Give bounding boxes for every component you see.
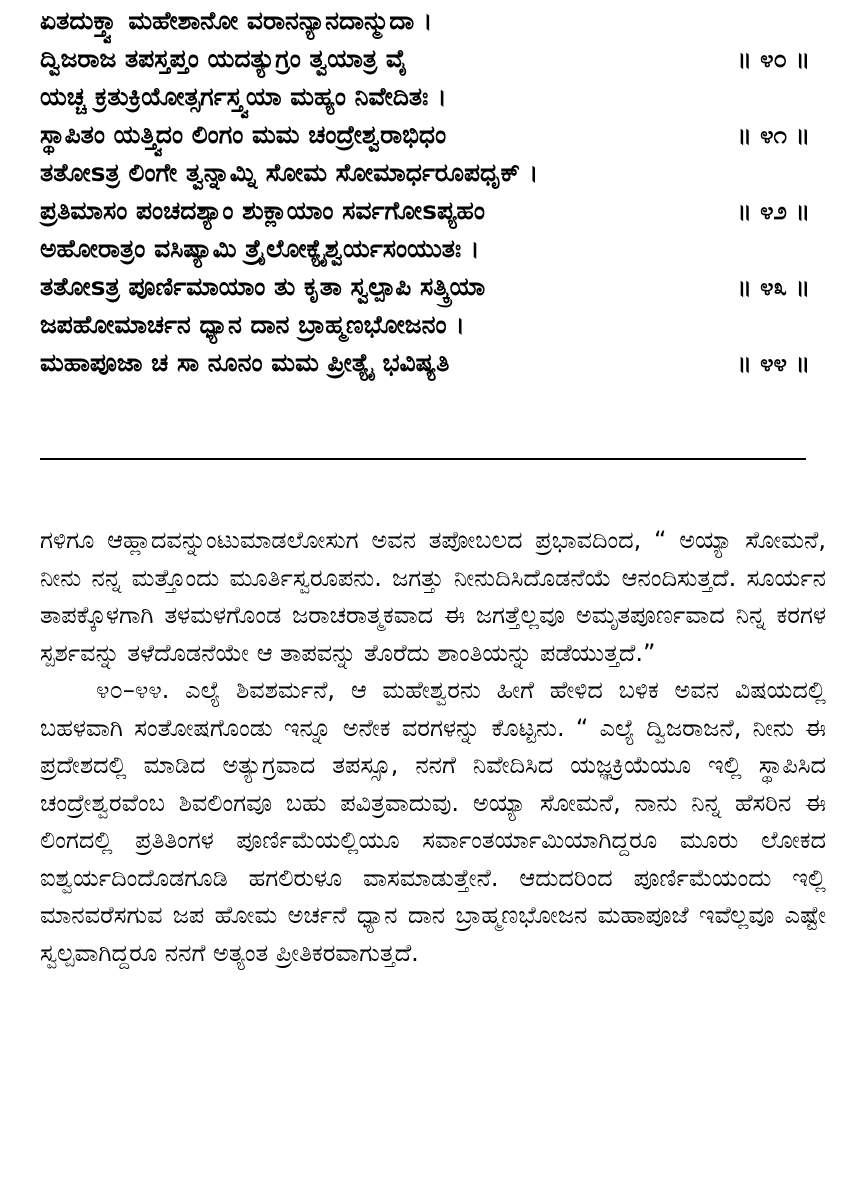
- verse-line: [40, 118, 820, 156]
- verse-text: ಸ್ಥಾಪಿತಂ ಯತ್ತ್ವಿದಂ ಲಿಂಗಂ ಮಮ ಚಂದ್ರೇಶ್ವರಾಭಿಧಂ: [40, 120, 447, 149]
- verse-text: ದ್ವಿಜರಾಜ ತಪಸ್ತಪ್ತಂ ಯದತ್ಯುಗ್ರಂ ತ್ವಯಾತ್ರ ವೈ: [40, 44, 408, 73]
- verse-number: ॥ ೪೦ ॥: [737, 45, 810, 73]
- verse-line: [40, 156, 820, 194]
- verse-text: ಯಚ್ಚ ಕ್ರತುಕ್ರಿಯೋತ್ಸರ್ಗಸ್ತ್ವಯಾ ಮಹ್ಯಂ ನಿವೇದಿತಃ ।: [40, 82, 447, 111]
- verse-line: [40, 232, 820, 270]
- verse-line: [40, 4, 820, 42]
- verse-text: ಮಹಾಪೂಜಾ ಚ ಸಾ ನೂನಂ ಮಮ ಪ್ರೀತ್ಯೈ ಭವಿಷ್ಯತಿ: [40, 348, 450, 377]
- verse-text: ತತೋsತ್ರ ಲಿಂಗೇ ತ್ವನ್ನಾಮ್ನಿ ಸೋಮ ಸೋಮಾರ್ಧರೂಪಧೃಕ್ ।: [40, 158, 539, 187]
- translation-paragraph: ೪೦–೪೪. ಎಲ್ಯೆ ಶಿವಶರ್ಮನೆ, ಆ ಮಹೇಶ್ವರನು ಹೀಗೆ ಹೇಳಿದ ಬಳಿಕ ಅವನ ವಿಷಯದಲ್ಲಿ ಬಹಳವಾಗಿ ಸಂತೋಷಗೊಂಡು ಇನ್ನೂ ಅನೇಕ ವರಗಳನ್ನು ಕೊಟ್ಟನು. “ ಎಲ್ಯೆ ದ್ವಿಜರಾಜನೆ, ನೀನು ಈ ಪ್ರದೇಶದಲ್ಲಿ ಮಾಡಿದ ಅತ್ಯುಗ್ರವಾದ ತಪಸ್ಸೂ, ನನಗೆ ನಿವೇದಿಸಿದ ಯಜ್ಞಕ್ರಿಯೆಯೂ ಇಲ್ಲಿ ಸ್ಥಾಪಿಸಿದ ಚಂದ್ರೇಶ್ವರವೆಂಬ ಶಿವಲಿಂಗವೂ ಬಹು ಪವಿತ್ರವಾದುವು. ಅಯ್ಯಾ ಸೋಮನೆ, ನಾನು ನಿನ್ನ ಹೆಸರಿನ ಈ ಲಿಂಗದಲ್ಲಿ ಪ್ರತಿತಿಂಗಳ ಪೂರ್ಣಿಮೆಯಲ್ಲಿಯೂ ಸರ್ವಾಂತರ್ಯಾಮಿಯಾಗಿದ್ದರೂ ಮೂರು ಲೋಕದ ಐಶ್ವರ್ಯದಿಂದೊಡಗೂಡಿ ಹಗಲಿರುಳೂ ವಾಸಮಾಡುತ್ತೇನೆ. ಆದುದರಿಂದ ಪೂರ್ಣಿಮೆಯಂದು ಇಲ್ಲಿ ಮಾನವರೆಸಗುವ ಜಪ ಹೋಮ ಅರ್ಚನೆ ಧ್ಯಾನ ದಾನ ಬ್ರಾಹ್ಮಣಭೋಜನ ಮಹಾಪೂಜೆ ಇವೆಲ್ಲವೂ ಎಷ್ಟೇ ಸ್ವಲ್ಪವಾಗಿದ್ದರೂ ನನಗೆ ಅತ್ಯಂತ ಪ್ರೀತಿಕರವಾಗುತ್ತದೆ.: [40, 676, 826, 967]
- verse-number: ॥ ೪೨ ॥: [737, 197, 810, 225]
- verse-text: ತತೋsತ್ರ ಪೂರ್ಣಿಮಾಯಾಂ ತು ಕೃತಾ ಸ್ವಲ್ಪಾಪಿ ಸತ್ಕ್ರಿಯಾ: [40, 272, 486, 301]
- verse-line: [40, 194, 820, 232]
- verse-number: ॥ ೪೧ ॥: [737, 121, 810, 149]
- verse-line: [40, 80, 820, 118]
- sanskrit-verse-block: [40, 4, 820, 384]
- kannada-translation: [40, 522, 826, 972]
- verse-line: [40, 346, 820, 384]
- verse-number: ॥ ೪೩ ॥: [737, 273, 810, 301]
- verse-text: ಅಹೋರಾತ್ರಂ ವಸಿಷ್ಯಾಮಿ ತ್ರೈಲೋಕ್ಯೈಶ್ವರ್ಯಸಂಯುತಃ ।: [40, 234, 480, 263]
- verse-line: [40, 270, 820, 308]
- verse-text: ಪ್ರತಿಮಾಸಂ ಪಂಚದಶ್ಯಾಂ ಶುಕ್ಲಾಯಾಂ ಸರ್ವಗೋsಪ್ಯಹಂ: [40, 196, 485, 225]
- verse-line: [40, 42, 820, 80]
- verse-text: ಜಪಹೋಮಾರ್ಚನ ಧ್ಯಾನ ದಾನ ಬ್ರಾಹ್ಮಣಭೋಜನಂ ।: [40, 310, 465, 339]
- section-divider: [40, 458, 806, 460]
- verse-line: [40, 308, 820, 346]
- translation-paragraph: ಗಳಿಗೂ ಆಹ್ಲಾದವನ್ನುಂಟುಮಾಡಲೋಸುಗ ಅವನ ತಪೋಬಲದ ಪ್ರಭಾವದಿಂದ, “ ಅಯ್ಯಾ ಸೋಮನೆ, ನೀನು ನನ್ನ ಮತ್ತೊಂದು ಮೂರ್ತಿಸ್ವರೂಪನು. ಜಗತ್ತು ನೀನುದಿಸಿದೊಡನೆಯೆ ಆನಂದಿಸುತ್ತದೆ. ಸೂರ್ಯನ ತಾಪಕ್ಕೊಳಗಾಗಿ ತಳಮಳಗೊಂಡ ಜರಾಚರಾತ್ಮಕವಾದ ಈ ಜಗತ್ತೆಲ್ಲವೂ ಅಮೃತಪೂರ್ಣವಾದ ನಿನ್ನ ಕರಗಳ ಸ್ಪರ್ಶವನ್ನು ತಳೆದೊಡನೆಯೇ ಆ ತಾಪವನ್ನು ತೊರೆದು ಶಾಂತಿಯನ್ನು ಪಡೆಯುತ್ತದೆ.”: [40, 526, 826, 667]
- verse-text: ಏತದುಕ್ತ್ವಾ ಮಹೇಶಾನೋ ವರಾನನ್ಯಾನದಾನ್ಮುದಾ ।: [40, 6, 433, 35]
- verse-number: ॥ ೪೪ ॥: [737, 349, 810, 377]
